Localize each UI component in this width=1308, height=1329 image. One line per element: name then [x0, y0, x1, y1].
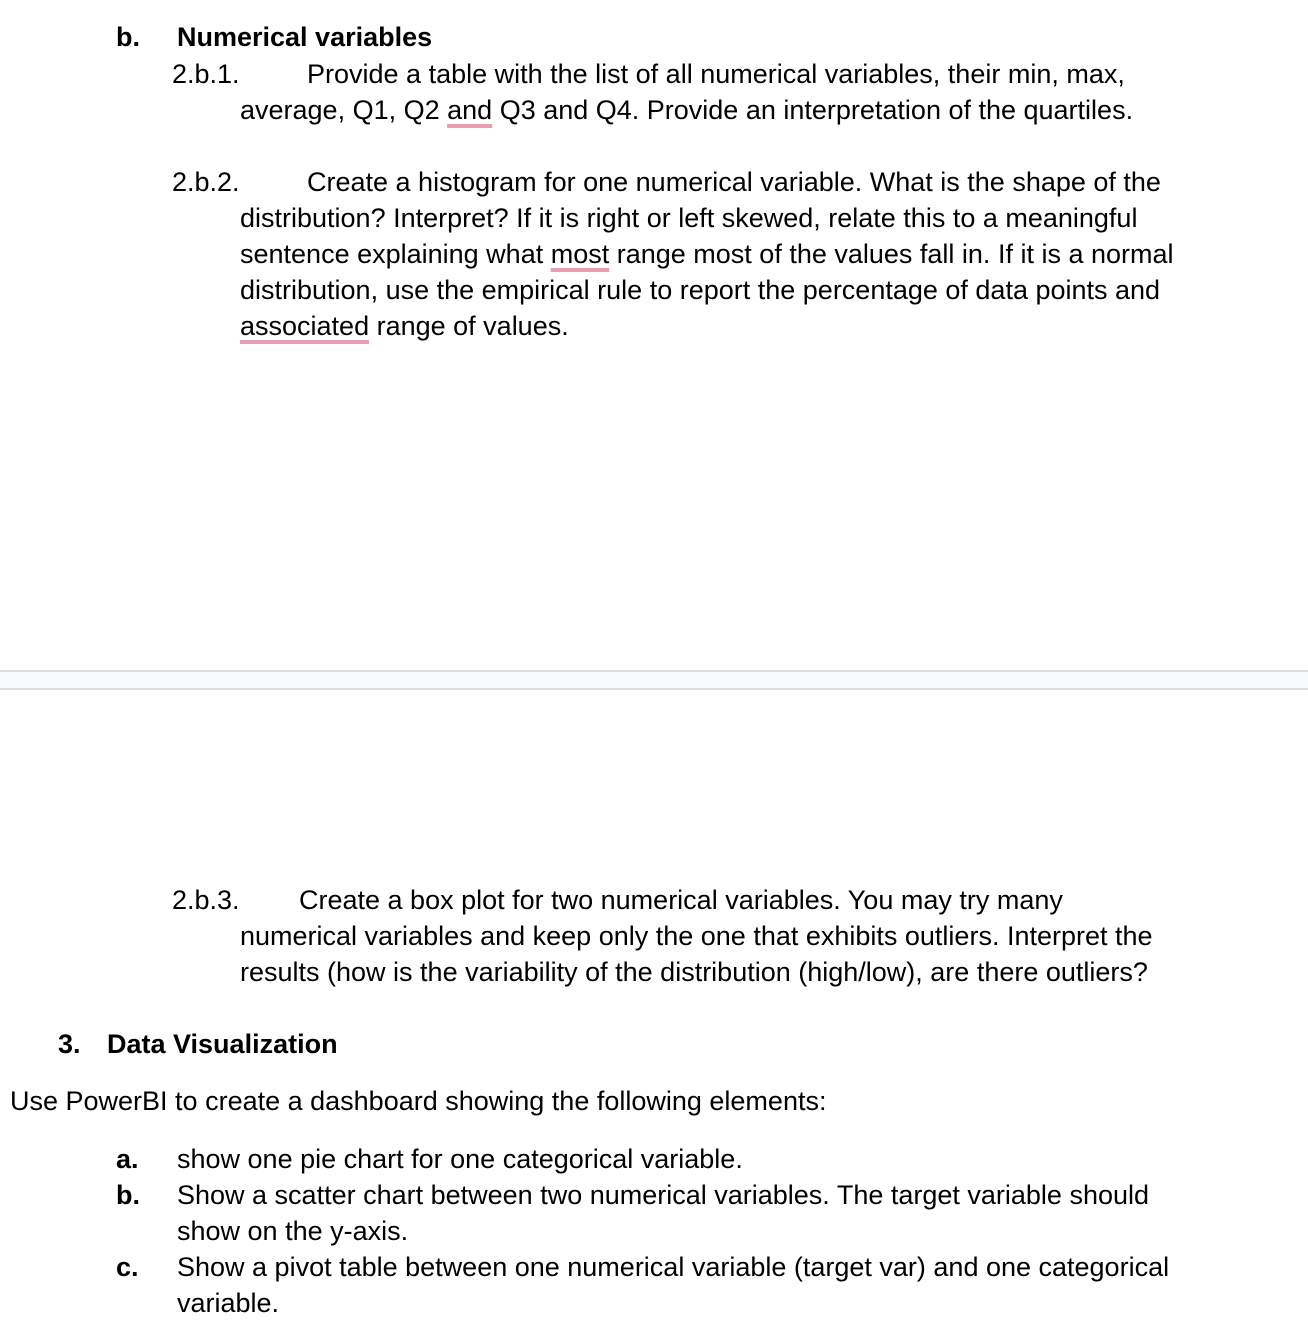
spellcheck-word[interactable]: and [447, 95, 493, 125]
page-break [0, 670, 1308, 690]
item-2b3-number: 2.b.3. [172, 885, 240, 915]
section-b-marker: b. [116, 22, 140, 52]
item-2b2-line3 [240, 236, 1174, 272]
text-segment: range of values. [369, 311, 569, 341]
list-item-c-marker: c. [116, 1252, 139, 1282]
section-b-title: Numerical variables [177, 22, 433, 52]
spellcheck-word[interactable]: most [550, 239, 610, 269]
list-item-b-marker: b. [116, 1180, 140, 1210]
item-2b2-line4: distribution, use the empirical rule to report the percentage of data points and [240, 275, 1161, 305]
item-2b1-line2 [240, 92, 1133, 128]
item-2b3-line3: results (how is the variability of the distribution (high/low), are there outliers? [240, 957, 1148, 987]
item-2b3-line2: numerical variables and keep only the one that exhibits outliers. Interpret the [240, 921, 1153, 951]
section-3-intro: Use PowerBI to create a dashboard showing the following elements: [10, 1086, 827, 1116]
list-item-c-line2: variable. [177, 1288, 280, 1318]
item-2b2-line5 [240, 308, 569, 344]
item-2b3-line1: Create a box plot for two numerical variables. You may try many [299, 885, 1063, 915]
spellcheck-word[interactable]: associated [240, 311, 370, 341]
list-item-b-line2: show on the y-axis. [177, 1216, 409, 1246]
section-3-title: Data Visualization [107, 1029, 338, 1059]
text-segment: sentence explaining what [240, 239, 551, 269]
section-3-number: 3. [58, 1029, 81, 1059]
list-item-b-line1: Show a scatter chart between two numerical variables. The target variable should [177, 1180, 1150, 1210]
item-2b2-number: 2.b.2. [172, 167, 240, 197]
item-2b1-number: 2.b.1. [172, 59, 240, 89]
text-segment: average, Q1, Q2 [240, 95, 448, 125]
item-2b1-line1: Provide a table with the list of all numerical variables, their min, max, [307, 59, 1125, 89]
item-2b2-line2: distribution? Interpret? If it is right or left skewed, relate this to a meaningful [240, 203, 1138, 233]
item-2b2-line1: Create a histogram for one numerical variable. What is the shape of the [307, 167, 1161, 197]
list-item-c-line1: Show a pivot table between one numerical variable (target var) and one categorical [177, 1252, 1170, 1282]
list-item-a-marker: a. [116, 1144, 139, 1174]
text-segment: Q3 and Q4. Provide an interpretation of the quartiles. [492, 95, 1134, 125]
text-segment: range most of the values fall in. If it is a normal [609, 239, 1174, 269]
list-item-a-line1: show one pie chart for one categorical variable. [177, 1144, 743, 1174]
